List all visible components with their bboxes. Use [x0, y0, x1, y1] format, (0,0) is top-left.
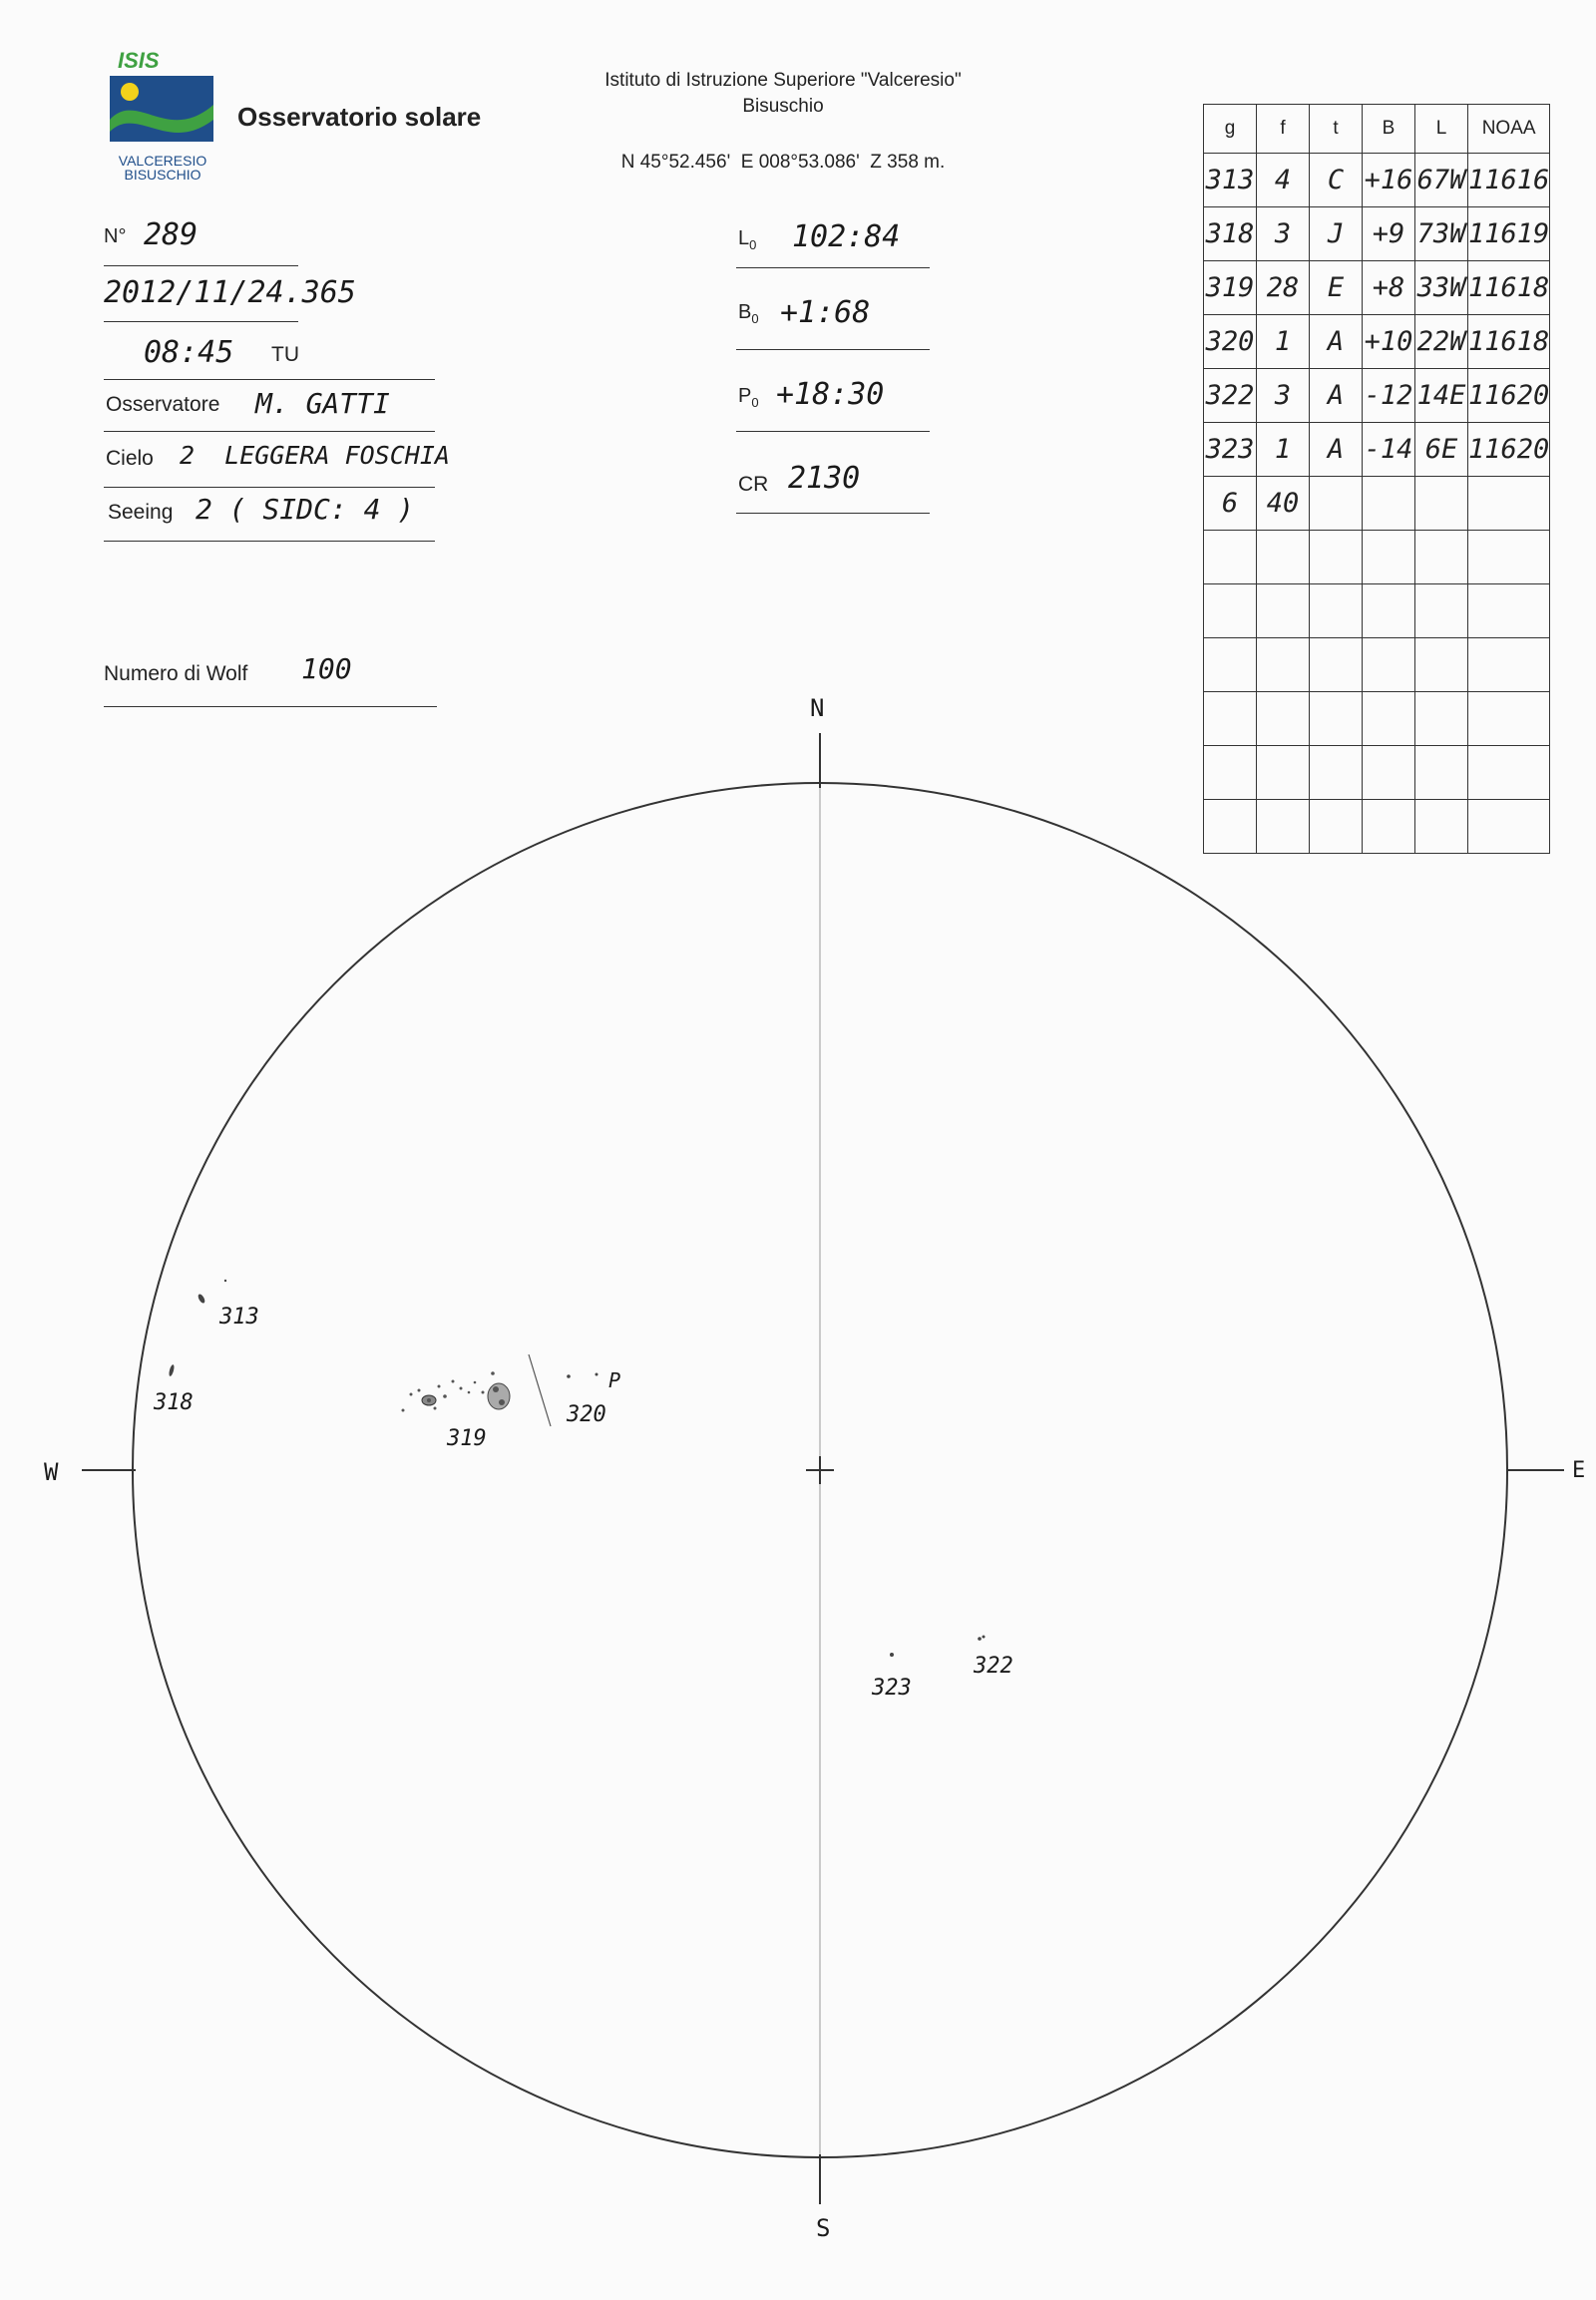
table-cell: J [1310, 207, 1363, 261]
time-unit: TU [271, 343, 299, 366]
table-cell: 22W [1415, 315, 1468, 369]
table-cell: 1 [1257, 315, 1310, 369]
cr-value: 2130 [788, 461, 861, 496]
table-cell: 3 [1257, 369, 1310, 423]
table-cell: 11620 [1468, 423, 1550, 477]
wolf-value: 100 [301, 652, 352, 685]
sunspot-group-320 [567, 1373, 598, 1378]
institute-name: Istituto di Istruzione Superiore "Valceresio" [604, 70, 962, 91]
group-divider [529, 1354, 551, 1426]
header-l: L [1415, 105, 1468, 154]
table-cell: 320 [1204, 315, 1257, 369]
sky-label: Cielo [106, 447, 154, 470]
number-label: N° [104, 225, 127, 247]
p0-value: +18:30 [776, 377, 885, 412]
table-cell: 40 [1257, 477, 1310, 531]
table-cell: -12 [1363, 369, 1415, 423]
seeing-value: 2 ( SIDC: 4 ) [196, 493, 415, 526]
institute-town: Bisuschio [742, 96, 824, 117]
table-cell: 11616 [1468, 154, 1550, 207]
p-mark: P [608, 1368, 621, 1392]
logo-mark: ISIS [118, 50, 160, 73]
header-f: f [1257, 105, 1310, 154]
table-cell: 313 [1204, 154, 1257, 207]
table-cell: 28 [1257, 261, 1310, 315]
header-noaa: NOAA [1468, 105, 1550, 154]
table-cell: 319 [1204, 261, 1257, 315]
table-cell: A [1310, 315, 1363, 369]
header-b: B [1363, 105, 1415, 154]
sunspot-group-313 [197, 1280, 226, 1305]
site-coordinates: N 45°52.456' E 008°53.086' Z 358 m. [620, 152, 946, 173]
l0-label: $L_0$ [738, 227, 757, 252]
observer-label: Osservatore [106, 393, 220, 416]
table-cell: 322 [1204, 369, 1257, 423]
table-cell: 67W [1415, 154, 1468, 207]
south-label: S [816, 2214, 831, 2242]
group-label-318: 318 [154, 1390, 194, 1415]
west-label: W [44, 1458, 59, 1486]
table-cell: +10 [1363, 315, 1415, 369]
table-cell: 11618 [1468, 315, 1550, 369]
sunspot-group-319 [402, 1371, 511, 1411]
table-cell: 11620 [1468, 369, 1550, 423]
group-label-323: 323 [872, 1676, 912, 1701]
page-title: Osservatorio solare [237, 102, 482, 132]
sunspot-group-323 [890, 1653, 894, 1657]
header-g: g [1204, 105, 1257, 154]
table-cell: 11619 [1468, 207, 1550, 261]
seeing-label: Seeing [108, 501, 174, 524]
group-label-320: 320 [567, 1402, 606, 1427]
l0-value: 102:84 [792, 219, 901, 254]
observer-value: M. GATTI [255, 387, 390, 420]
table-cell: 3 [1257, 207, 1310, 261]
table-cell: +8 [1363, 261, 1415, 315]
table-cell: 1 [1257, 423, 1310, 477]
table-cell: 318 [1204, 207, 1257, 261]
date-value: 2012/11/24.365 [104, 275, 356, 310]
table-cell: 4 [1257, 154, 1310, 207]
p0-label: $P_0$ [738, 385, 759, 410]
table-cell: +16 [1363, 154, 1415, 207]
east-label: E [1572, 1458, 1586, 1483]
time-value: 08:45 [144, 335, 234, 370]
table-cell: A [1310, 369, 1363, 423]
table-cell: 14E [1415, 369, 1468, 423]
table-cell: -14 [1363, 423, 1415, 477]
table-cell: 6 [1204, 477, 1257, 531]
cr-label: CR [738, 473, 769, 496]
b0-value: +1:68 [780, 295, 871, 330]
north-label: N [810, 694, 825, 722]
group-label-319: 319 [447, 1426, 487, 1451]
table-cell: A [1310, 423, 1363, 477]
sunspot-group-318 [169, 1364, 176, 1377]
table-cell: 323 [1204, 423, 1257, 477]
group-label-322: 322 [974, 1654, 1013, 1679]
table-cell: 11618 [1468, 261, 1550, 315]
table-cell: 33W [1415, 261, 1468, 315]
sunspot-group-322 [978, 1636, 985, 1641]
number-value: 289 [144, 217, 199, 252]
logo-caption-2: BISUSCHIO [124, 167, 201, 183]
wolf-label: Numero di Wolf [104, 662, 248, 685]
sky-value: 2 LEGGERA FOSCHIA [180, 441, 450, 470]
table-cell: C [1310, 154, 1363, 207]
table-cell: 6E [1415, 423, 1468, 477]
table-cell: 73W [1415, 207, 1468, 261]
header-t: t [1310, 105, 1363, 154]
table-cell: +9 [1363, 207, 1415, 261]
b0-label: $B_0$ [738, 301, 759, 326]
group-label-313: 313 [219, 1305, 259, 1330]
logo-caption-1: VALCERESIO [118, 153, 207, 169]
table-cell: E [1310, 261, 1363, 315]
